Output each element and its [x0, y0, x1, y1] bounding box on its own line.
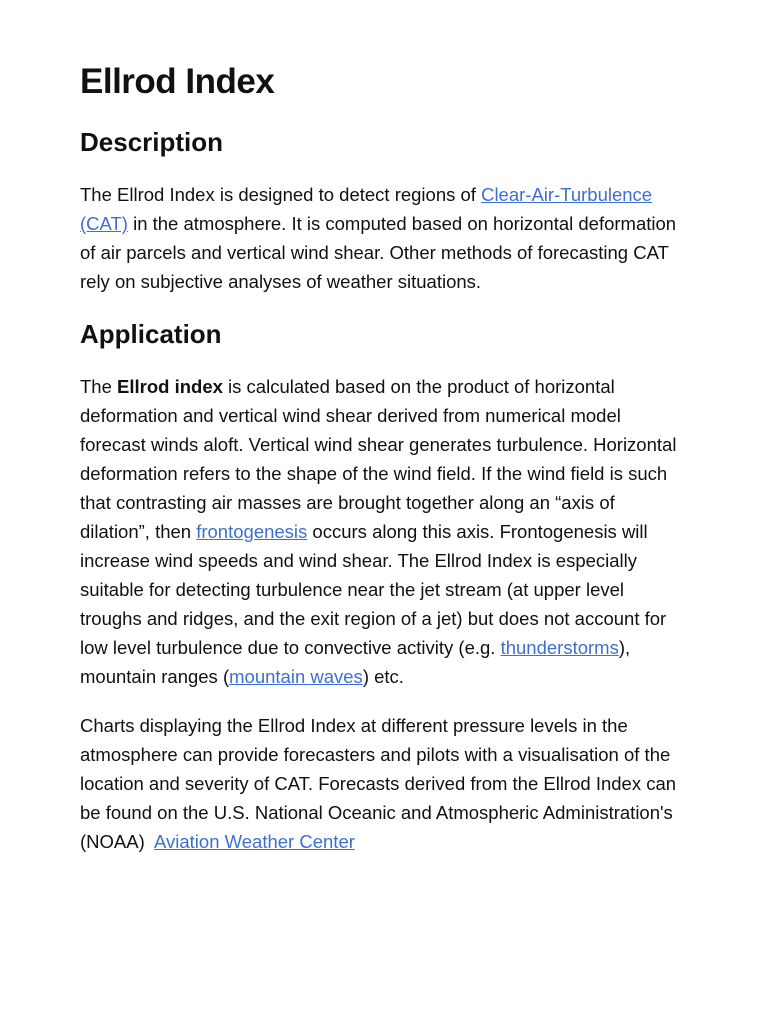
description-text-1: The Ellrod Index is designed to detect regions of — [80, 184, 482, 205]
application-text-c: ), mountain ranges ( — [80, 637, 631, 687]
application-text-the: The — [80, 376, 118, 397]
description-section — [80, 124, 688, 296]
application-text-b: occurs along this axis. Frontogenesis will increase wind speeds and wind shear. The Ellrod Index is especially suitable for detecting turbulence near the jet stream (at upper level troughs and ridges, and the exit region of a jet) but does not account for low level turbulence due to convective activity (e.g. — [80, 521, 667, 658]
frontogenesis-link[interactable]: frontogenesis — [196, 521, 308, 542]
application-heading: Application — [80, 319, 222, 349]
application-text-a: is calculated based on the product of horizontal deformation and vertical wind shear derived from numerical model forecast winds aloft. Vertical wind shear generates turbulence. Horizontal deformation refers to the shape of the wind field. If the wind field is such that contrasting air masses are brought together along an “axis of dilation”, then — [80, 376, 677, 542]
description-heading: Description — [80, 127, 224, 157]
application-text-d: ) etc. — [362, 666, 404, 687]
description-text-2: in the atmosphere. It is computed based on horizontal deformation of air parcels and vertical wind shear. Other methods of forecasting CAT rely on subjective analyses of weather situations. — [80, 213, 677, 292]
description-paragraph — [80, 180, 688, 296]
page-title: Ellrod Index — [80, 62, 275, 101]
application-section — [80, 316, 688, 856]
ellrod-index-bold: Ellrod index — [117, 376, 223, 397]
application-paragraph-1 — [80, 372, 688, 691]
application-paragraph-2 — [80, 711, 688, 856]
mountain-waves-link[interactable]: mountain waves — [229, 666, 363, 687]
clear-air-turbulence-link[interactable]: Clear-Air-Turbulence (CAT) — [80, 184, 653, 234]
aviation-weather-center-link[interactable]: Aviation Weather Center — [154, 831, 355, 852]
application-text-p2: Charts displaying the Ellrod Index at different pressure levels in the atmosphere can provide forecasters and pilots with a visualisation of the location and severity of CAT. Forecasts derived from the Ellrod Index can be found on the U.S. National Oceanic and Atmospheric Administration's (NOAA) — [80, 715, 682, 852]
thunderstorms-link[interactable]: thunderstorms — [500, 637, 619, 658]
